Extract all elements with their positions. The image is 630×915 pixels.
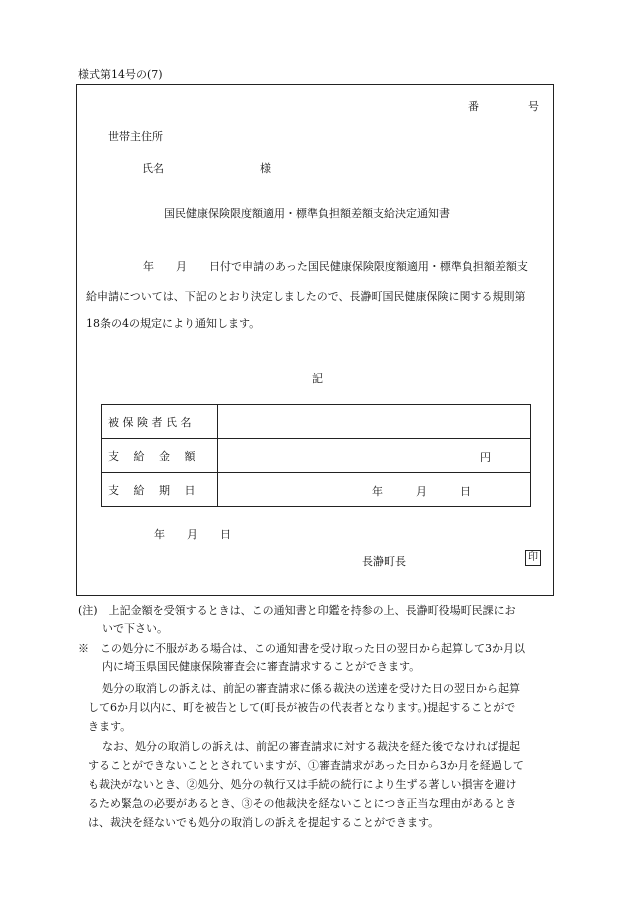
number-label-ban: 番 bbox=[468, 100, 479, 113]
further-line-b: することができないこととされていますが、①審査請求があった日から3か月を経過して bbox=[88, 759, 524, 772]
detail-table bbox=[101, 404, 531, 507]
ki-heading: 記 bbox=[312, 372, 323, 385]
table-row bbox=[102, 473, 531, 507]
further-line-a: なお、処分の取消しの訴えは、前記の審査請求に対する裁決を経た後でなければ提起 bbox=[102, 740, 520, 753]
table-row bbox=[102, 405, 531, 439]
appeal-line-b: 内に埼玉県国民健康保険審査会に審査請求することができます。 bbox=[102, 660, 421, 673]
further-line-d: るため緊急の必要があるとき、③その他裁決を経ないことにつき正当な理由があるとき bbox=[88, 797, 517, 810]
lawsuit-line-c: きます。 bbox=[88, 720, 132, 733]
seal-stamp: 印 bbox=[525, 550, 541, 566]
further-line-c: も裁決がないとき、②処分、処分の執行又は手続の続行により生ずる著しい損害を避け bbox=[88, 778, 517, 791]
number-label-go: 号 bbox=[528, 100, 539, 113]
payment-amount-value: 円 bbox=[218, 439, 531, 473]
further-line-e: は、裁決を経ないでも処分の取消しの訴えを提起することができます。 bbox=[88, 816, 440, 829]
body-line-1: 年 月 日付で申請のあった国民健康保険限度額適用・標準負担額差額支 bbox=[143, 260, 528, 273]
payment-amount-label: 支 給 金 額 bbox=[102, 439, 218, 473]
table-row bbox=[102, 439, 531, 473]
honorific: 様 bbox=[260, 162, 271, 175]
payment-date-label: 支 給 期 日 bbox=[102, 473, 218, 507]
lawsuit-line-a: 処分の取消しの訴えは、前記の審査請求に係る裁決の送達を受けた日の翌日から起算 bbox=[102, 682, 520, 695]
household-head-address-label: 世帯主住所 bbox=[108, 130, 163, 143]
body-line-2: 給申請については、下記のとおり決定しましたので、長瀞町国民健康保険に関する規則第 bbox=[86, 290, 526, 303]
issue-date: 年 月 日 bbox=[154, 528, 231, 541]
name-label: 氏名 bbox=[142, 162, 164, 175]
document-title: 国民健康保険限度額適用・標準負担額差額支給決定通知書 bbox=[164, 207, 450, 220]
payment-date-value: 年 月 日 bbox=[218, 473, 531, 507]
lawsuit-line-b: して6か月以内に、町を被告として(町長が被告の代表者となります。)提起することがで bbox=[88, 701, 516, 714]
appeal-line-a: ※ この処分に不服がある場合は、この通知書を受け取った日の翌日から起算して3か月以 bbox=[78, 642, 525, 655]
insured-name-label: 被 保 険 者 氏 名 bbox=[102, 405, 218, 439]
body-line-3: 18条の4の規定により通知します。 bbox=[86, 317, 261, 330]
note-1-line-b: いで下さい。 bbox=[102, 622, 168, 635]
note-1-line-a: (注) 上記金額を受領するときは、この通知書と印鑑を持参の上、長瀞町役場町民課にお bbox=[78, 604, 516, 617]
form-number: 様式第14号の(7) bbox=[78, 68, 163, 81]
insured-name-value bbox=[218, 405, 531, 439]
mayor-signature: 長瀞町長 bbox=[362, 555, 406, 568]
